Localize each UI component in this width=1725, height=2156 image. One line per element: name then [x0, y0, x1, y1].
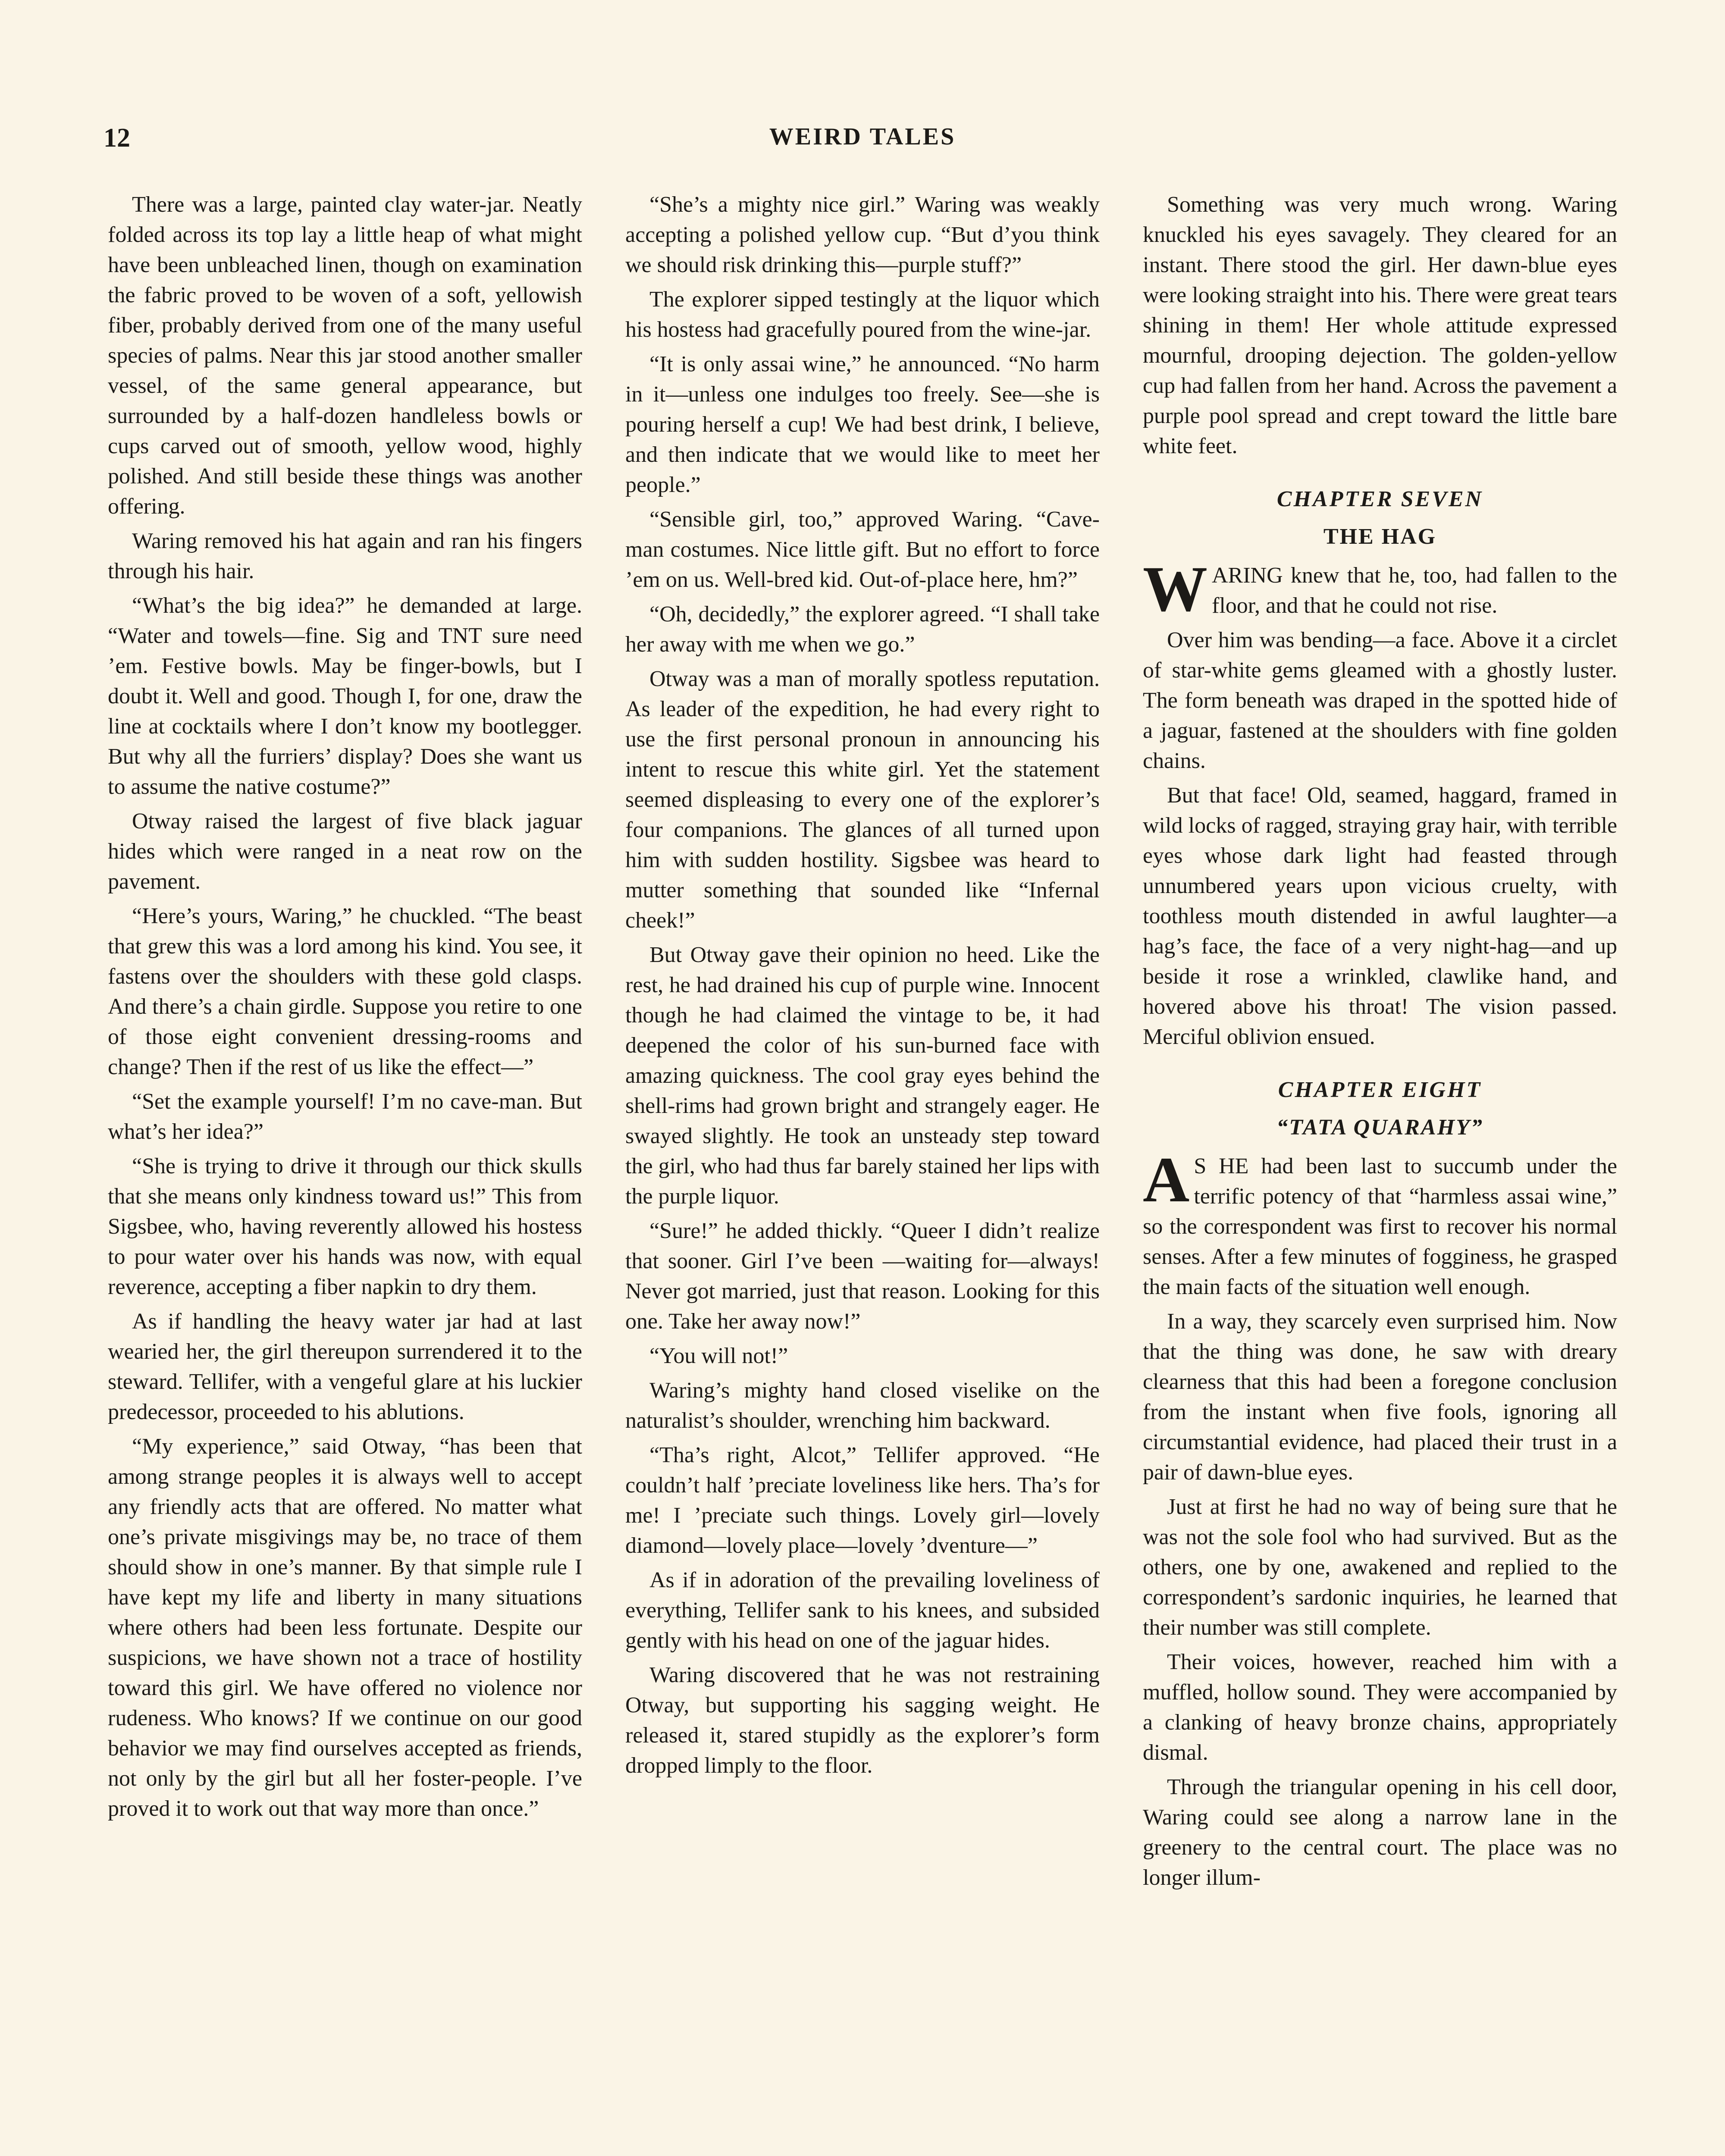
paragraph: There was a large, painted clay water-jar. Neatly folded across its top lay a little heap of what might have been unbleached linen, though on examination the fabric proved to be woven of a soft, yellowish fiber, probably derived from one of the many useful species of palms. Near this jar stood another smaller vessel, of the same general appearance, but surrounded by a half-dozen handleless bowls or cups carved out of smooth, yellow wood, highly polished. And still beside these things was another offering.	[108, 192, 582, 519]
running-head	[104, 123, 1622, 162]
chapter-eight-heading: CHAPTER EIGHT	[1278, 1078, 1482, 1102]
paragraph: “My experience,” said Otway, “has been that among strange peoples it is always well to accept any friendly acts that are offered. No matter what one’s private misgivings may be, no trace of them should show in one’s manner. By that simple rule I have kept my life and liberty in many situations where others had been less fortunate. Despite our suspicions, we have shown not a trace of hostility toward this girl. We have offered no violence nor rudeness. Who knows? If we continue on our good behavior we may find ourselves accepted as friends, not only by the girl but all her foster-people. I’ve proved it to work out that way more than once.”	[108, 1434, 582, 1821]
column-right	[1143, 190, 1617, 2156]
paragraph: The explorer sipped testingly at the liquor which his hostess had gracefully poured from the wine-jar.	[625, 287, 1100, 342]
paragraph: Just at first he had no way of being sure that he was not the sole fool who had survived. But as the others, one by one, awakened and replied to the correspondent’s sardonic inquiries, he learned that their number was still complete.	[1143, 1495, 1617, 1640]
chapter-eight-opening	[1143, 1144, 1617, 1302]
paragraph: “Set the example yourself! I’m no cave-man. But what’s her idea?”	[108, 1089, 582, 1144]
paragraph: “She’s a mighty nice girl.” Waring was weakly accepting a polished yellow cup. “But d’you think we should risk drinking this—purple stuff?”	[625, 192, 1100, 277]
paragraph: “Here’s yours, Waring,” he chuckled. “The beast that grew this was a lord among his kind. You see, it fastens over the shoulders with these gold clasps. And there’s a chain girdle. Suppose you retire to one of those eight convenient dressing-rooms and change? Then if the rest of us like the effect—”	[108, 904, 582, 1079]
paragraph: “Tha’s right, Alcot,” Tellifer approved. “He couldn’t half ’preciate loveliness like hers. Tha’s for me! I ’preciate such things. Lovely girl—lovely diamond—lovely place—lovely ’dventure—”	[625, 1443, 1100, 1558]
paragraph: Otway was a man of morally spotless reputation. As leader of the expedition, he had every right to use the first personal pronoun in announcing his intent to rescue this white girl. Yet the statement seemed displeasing to every one of the explorer’s four companions. The glances of all turned upon him with sudden hostility. Sigsbee was heard to mutter something that sounded like “Infernal cheek!”	[625, 667, 1100, 933]
opening-text: S HE had been last to succumb under the terrific potency of that “harmless assai wine,” so the correspondent was first to recover his normal senses. After a few minutes of fogginess, he grasped the main facts of the situation well enough.	[1143, 1154, 1617, 1299]
paragraph: Something was very much wrong. Waring knuckled his eyes savagely. They cleared for an instant. There stood the girl. Her dawn-blue eyes were looking straight into his. There were great tears shining in them! Her whole attitude expressed mournful, drooping dejection. The golden-yellow cup had fallen from her hand. Across the pavement a purple pool spread and crept toward the little bare white feet.	[1143, 192, 1617, 458]
paragraph: “She is trying to drive it through our thick skulls that she means only kindness toward us!” This from Sigsbee, who, having reverently allowed his hostess to pour water over his hands was now, with equal reverence, accepting a fiber napkin to dry them.	[108, 1154, 582, 1299]
paragraph: Waring’s mighty hand closed viselike on the naturalist’s shoulder, wrenching him backward.	[625, 1378, 1100, 1433]
drop-cap: A	[1143, 1144, 1190, 1216]
paragraph: Waring discovered that he was not restraining Otway, but supporting his sagging weight. He released it, stared stupidly as the explorer’s form dropped limply to the floor.	[625, 1663, 1100, 1778]
chapter-eight-title: “TATA QUARAHY”	[1276, 1115, 1484, 1140]
drop-cap: W	[1143, 553, 1208, 625]
paragraph: Their voices, however, reached him with a muffled, hollow sound. They were accompanied by a clanking of heavy bronze chains, appropriately dismal.	[1143, 1650, 1617, 1765]
paragraph: But that face! Old, seamed, haggard, framed in wild locks of ragged, straying gray hair, with terrible eyes whose dark light had feasted through unnumbered years upon vicious cruelty, with toothless mouth distended in awful laughter—a hag’s face, the face of a very night-hag—and up beside it rose a wrinkled, clawlike hand, and hovered above his throat! The vision passed. Merciful oblivion ensued.	[1143, 783, 1617, 1049]
paragraph: Waring removed his hat again and ran his fingers through his hair.	[108, 529, 582, 583]
journal-title: WEIRD TALES	[769, 123, 956, 150]
paragraph: Over him was bending—a face. Above it a circlet of star-white gems gleamed with a ghostly luster. The form beneath was draped in the spotted hide of a jaguar, fastened at the shoulders with fine golden chains.	[1143, 628, 1617, 773]
column-left	[108, 190, 582, 2156]
paragraph: “It is only assai wine,” he announced. “No harm in it—unless one indulges too freely. See—she is pouring herself a cup! We had best drink, I believe, and then indicate that we would like to meet her people.”	[625, 352, 1100, 497]
text-columns	[108, 190, 1617, 2156]
chapter-seven-title: THE HAG	[1323, 524, 1437, 549]
paragraph: But Otway gave their opinion no heed. Like the rest, he had drained his cup of purple wine. Innocent though he had claimed the vintage to be, it had deepened the color of his sun-burned face with amazing quickness. The cool gray eyes behind the shell-rims had grown bright and strangely eager. He swayed slightly. He took an unsteady step toward the girl, who had thus far barely stained her lips with the purple liquor.	[625, 943, 1100, 1209]
paragraph: Otway raised the largest of five black jaguar hides which were ranged in a neat row on the pavement.	[108, 809, 582, 894]
page-number: 12	[104, 123, 130, 153]
paragraph: Through the triangular opening in his cell door, Waring could see along a narrow lane in the greenery to the central court. The place was no longer illum-	[1143, 1775, 1617, 1890]
opening-text: ARING knew that he, too, had fallen to the floor, and that he could not rise.	[1212, 563, 1617, 618]
paragraph: “Sure!” he added thickly. “Queer I didn’t realize that sooner. Girl I’ve been —waiting for—always! Never got married, just that reason. Looking for this one. Take her away now!”	[625, 1219, 1100, 1334]
column-middle	[625, 190, 1100, 2156]
paragraph: As if handling the heavy water jar had at last wearied her, the girl thereupon surrendered it to the steward. Tellifer, with a vengeful glare at his luckier predecessor, proceeded to his ablutions.	[108, 1309, 582, 1424]
paragraph: “What’s the big idea?” he demanded at large. “Water and towels—fine. Sig and TNT sure need ’em. Festive bowls. May be finger-bowls, but I doubt it. Well and good. Though I, for one, draw the line at cocktails where I don’t know my bootlegger. But why all the furriers’ display? Does she want us to assume the native costume?”	[108, 593, 582, 799]
paragraph: “You will not!”	[649, 1344, 788, 1368]
chapter-seven-opening	[1143, 553, 1617, 625]
paragraph: As if in adoration of the prevailing loveliness of everything, Tellifer sank to his knees, and subsided gently with his head on one of the jaguar hides.	[625, 1568, 1100, 1653]
paragraph: In a way, they scarcely even surprised him. Now that the thing was done, he saw with dreary clearness that this had been a foregone conclusion from the instant when five fools, ignoring all circumstantial evidence, had placed their trust in a pair of dawn-blue eyes.	[1143, 1309, 1617, 1485]
chapter-seven-heading: CHAPTER SEVEN	[1276, 487, 1484, 511]
paragraph: “Oh, decidedly,” the explorer agreed. “I shall take her away with me when we go.”	[625, 602, 1100, 657]
paragraph: “Sensible girl, too,” approved Waring. “Cave-man costumes. Nice little gift. But no effort to force ’em on us. Well-bred kid. Out-of-place here, hm?”	[625, 507, 1100, 592]
